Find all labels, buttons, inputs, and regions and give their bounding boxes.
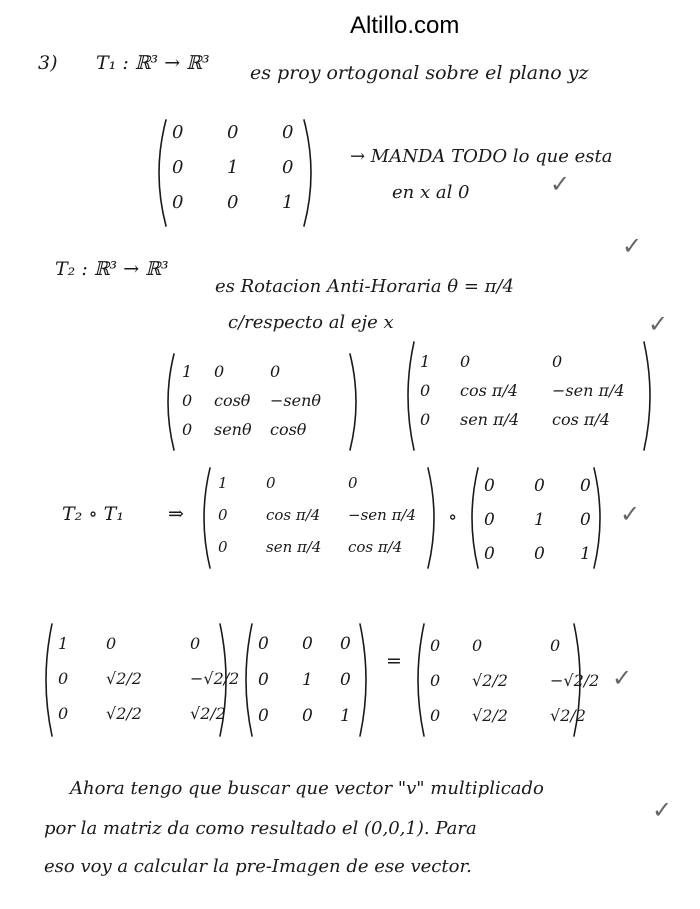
matrix-cell: 0 [282,157,294,178]
matrix-cell: 0 [534,544,545,564]
matrix-cell: −senθ [270,391,322,410]
problem-number: 3) [38,52,58,74]
matrix-cell: 0 [472,636,483,655]
matrix-cell: 1 [534,510,545,530]
t1-note-line2: en x al 0 [392,182,470,203]
composition-left-matrix [218,474,438,556]
site-watermark: Altillo.com [350,12,460,39]
matrix-cell: 0 [430,706,441,725]
matrix-cell: 1 [340,706,351,726]
matrix-cell: senθ [214,420,252,439]
matrix-cell: 0 [218,538,228,556]
matrix-cell: 0 [484,544,495,564]
conclusion-line2: por la matriz da como resultado el (0,0,1). Para [44,818,477,839]
matrix-cell: 1 [282,192,294,213]
matrix-cell: 0 [258,670,269,690]
prod-result-left-bracket [410,622,428,738]
matrix-cell: 0 [172,157,184,178]
prod-right-left-bracket [238,622,256,738]
rot-specific-left-bracket [400,340,418,452]
matrix-cell: 0 [270,362,281,381]
matrix-cell: 1 [218,474,228,492]
check-mark-icon: ✓ [648,310,669,338]
prod-result-right-bracket [570,622,588,738]
matrix-cell: 0 [340,670,351,690]
matrix-cell: cosθ [270,420,307,439]
rot-specific-right-bracket [640,340,658,452]
matrix-cell: −√2/2 [550,671,600,690]
prod-left-left-bracket [38,622,56,738]
matrix-cell: 1 [420,352,431,371]
matrix-cell: 1 [58,634,69,653]
prod-left-right-bracket [216,622,234,738]
matrix-cell: 0 [258,706,269,726]
comp-left-left-bracket [196,466,214,570]
matrix-cell: 0 [580,510,591,530]
rotation-specific-matrix [420,352,634,429]
composition-label: T₂ ∘ T₁ [62,503,124,525]
rotation-general-matrix [182,362,340,439]
matrix-cell: √2/2 [472,671,508,690]
matrix-cell: 0 [340,634,351,654]
matrix-cell: sen π/4 [266,538,322,556]
matrix-cell: 0 [172,122,184,143]
matrix-cell: 0 [172,192,184,213]
matrix-cell: 0 [182,420,193,439]
product-right-matrix [258,634,370,726]
rot-general-right-bracket [346,352,364,452]
matrix-cell: 0 [430,671,441,690]
check-mark-icon: ✓ [612,664,633,692]
comp-right-left-bracket [464,466,482,570]
matrix-cell: 0 [460,352,471,371]
matrix-cell: sen π/4 [460,410,520,429]
equals-sign: = [386,650,402,672]
matrix-cell: 0 [420,410,431,429]
matrix-cell: 0 [420,381,431,400]
matrix-cell: 0 [534,476,545,496]
matrix-cell: 0 [58,704,69,723]
matrix-cell: 0 [58,669,69,688]
matrix-cell: 0 [266,474,276,492]
matrix-cell: 0 [282,122,294,143]
matrix-cell: 0 [484,510,495,530]
matrix-cell: cos π/4 [348,538,403,556]
matrix-cell: 0 [302,634,313,654]
check-mark-icon: ✓ [622,232,643,260]
t1-definition: T₁ : ℝ³ → ℝ³ [96,52,210,74]
matrix-cell: 0 [190,634,201,653]
matrix-cell: √2/2 [472,706,508,725]
product-result-matrix [430,636,620,725]
matrix-cell: 1 [227,157,239,178]
conclusion-line1: Ahora tengo que buscar que vector "v" multiplicado [70,778,544,799]
matrix-cell: −√2/2 [190,669,240,688]
matrix-cell: √2/2 [550,706,586,725]
matrix-cell: 1 [580,544,591,564]
t1-description: es proy ortogonal sobre el plano yz [250,62,589,84]
matrix-cell: 0 [218,506,228,524]
check-mark-icon: ✓ [550,170,571,198]
matrix-cell: 0 [430,636,441,655]
matrix-cell: √2/2 [106,669,142,688]
matrix-cell: 0 [214,362,225,381]
t2-description-line2: c/respecto al eje x [228,312,394,333]
matrix-cell: √2/2 [190,704,226,723]
matrix-cell: √2/2 [106,704,142,723]
matrix-cell: 0 [227,192,239,213]
matrix-cell: 0 [182,391,193,410]
matrix-cell: 0 [484,476,495,496]
matrix-cell: 0 [258,634,269,654]
conclusion-line3: eso voy a calcular la pre-Imagen de ese vector. [44,856,472,877]
matrix-cell: 0 [580,476,591,496]
comp-left-right-bracket [424,466,442,570]
check-mark-icon: ✓ [620,500,641,528]
matrix-cell: cos π/4 [460,381,518,400]
composition-operator: ∘ [448,506,458,528]
t2-description-line1: es Rotacion Anti-Horaria θ = π/4 [215,276,515,297]
rot-general-left-bracket [160,352,178,452]
prod-right-right-bracket [356,622,374,738]
matrix-cell: 0 [302,706,313,726]
matrix-cell: 0 [348,474,358,492]
t1-matrix-right-bracket [300,118,320,228]
comp-right-right-bracket [590,466,608,570]
matrix-cell: 0 [227,122,239,143]
implies-arrow: ⇒ [168,503,184,525]
matrix-cell: cosθ [214,391,251,410]
matrix-cell: 1 [302,670,313,690]
matrix-cell: −sen π/4 [348,506,417,524]
matrix-cell: cos π/4 [266,506,321,524]
matrix-cell: cos π/4 [552,410,610,429]
matrix-cell: 0 [106,634,117,653]
t1-matrix-left-bracket [150,118,170,228]
matrix-cell: −sen π/4 [552,381,625,400]
matrix-cell: 0 [552,352,563,371]
matrix-cell: 0 [550,636,561,655]
matrix-cell: 1 [182,362,193,381]
check-mark-icon: ✓ [652,796,673,824]
t2-definition: T₂ : ℝ³ → ℝ³ [55,258,169,280]
t1-note-line1: → MANDA TODO lo que esta [350,146,613,167]
